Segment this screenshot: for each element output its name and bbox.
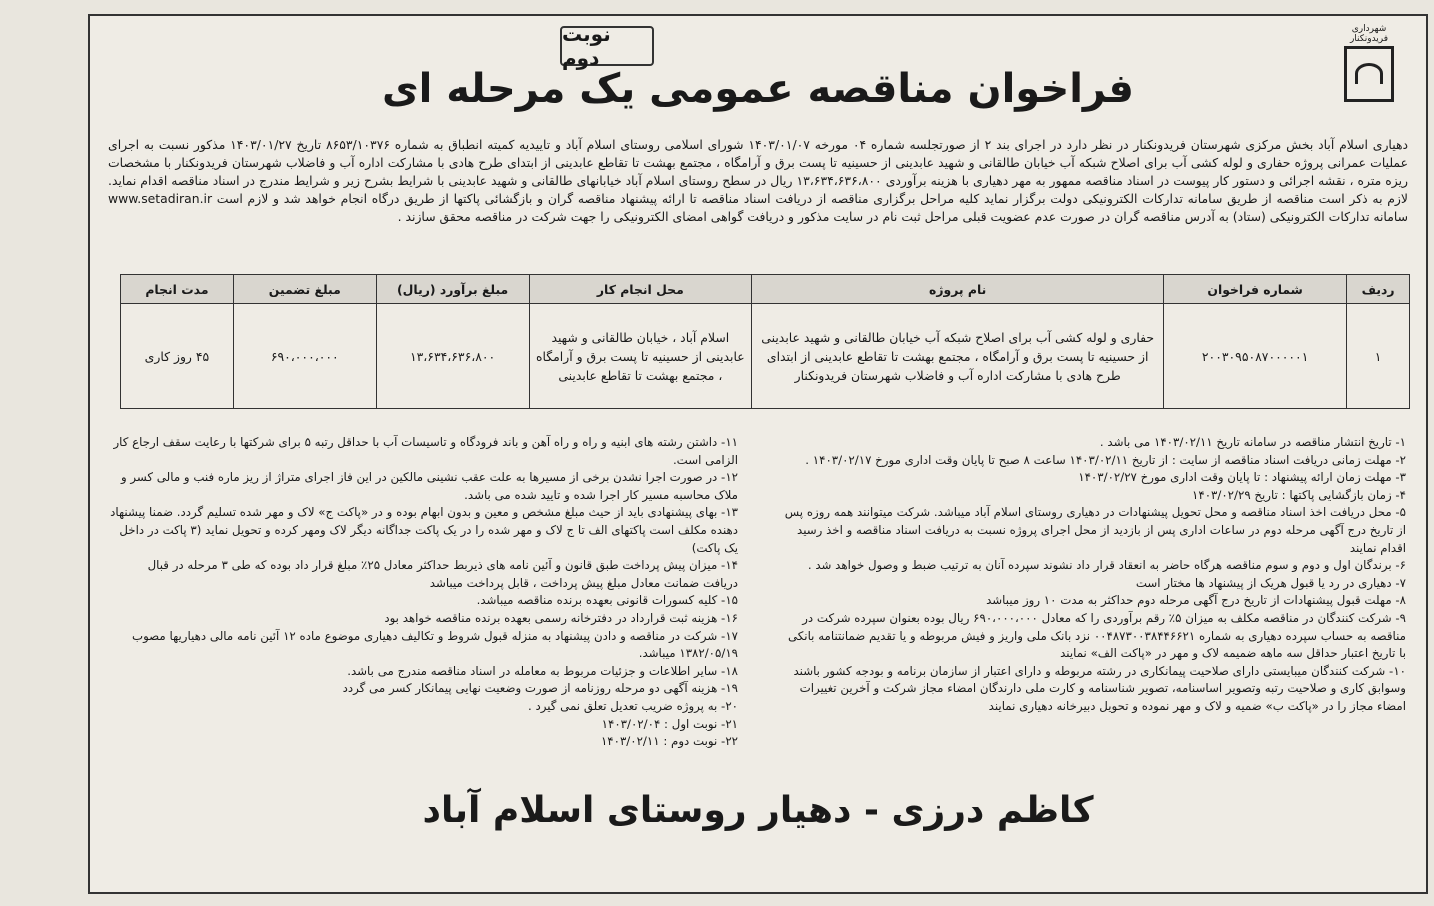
header-project-name: نام پروژه bbox=[752, 275, 1164, 304]
condition-item: ۳- مهلت زمان ارائه پیشنهاد : تا پایان وقت اداری مورخ ۱۴۰۳/۰۲/۲۷ bbox=[1078, 470, 1406, 485]
header-duration: مدت انجام bbox=[121, 275, 234, 304]
signature-line: کاظم درزی - دهیار روستای اسلام آباد bbox=[422, 790, 1094, 831]
condition-item: ۲۲- نوبت دوم : ۱۴۰۳/۰۲/۱۱ bbox=[600, 734, 738, 749]
condition-item: ۲- مهلت زمانی دریافت اسناد مناقصه از سایت : از تاریخ ۱۴۰۳/۰۲/۱۱ ساعت ۸ صبح تا پایان وقت اداری مورخ ۱۴۰۳/۰۲/۱۷ . bbox=[805, 452, 1406, 467]
cell-row-number: ۱ bbox=[1347, 304, 1410, 409]
cell-tender-number: ۲۰۰۳۰۹۵۰۸۷۰۰۰۰۰۱ bbox=[1164, 304, 1347, 409]
condition-item: ۱۹- هزینه آگهی دو مرحله روزنامه از صورت وضعیت نهایی پیمانکار کسر می گردد bbox=[342, 681, 738, 696]
conditions-left-column bbox=[110, 434, 738, 794]
condition-item: ۱۶- هزینه ثبت قرارداد در دفترخانه رسمی بعهده برنده مناقصه خواهد بود bbox=[384, 610, 738, 625]
round-badge: نوبت دوم bbox=[560, 26, 654, 66]
cell-guarantee: ۶۹۰،۰۰۰،۰۰۰ bbox=[233, 304, 376, 409]
condition-item: ۵- محل دریافت اخذ اسناد مناقصه و محل تحویل پیشنهادات در دهیاری روستای اسلام آباد میباشد. شرکت میتوانند همه روزه پس از تاریخ درج آگهی مرحله دوم در ساعات اداری پس از بازدید از محل اجرای پروژه نسبت به دریافت اسناد مناقصه و اخذ رسید اقدام نمایند bbox=[784, 505, 1406, 555]
condition-item: ۷- دهیاری در رد یا قبول هریک از پیشنهاد ها مختار است bbox=[1135, 575, 1406, 590]
condition-item: ۱۳- بهای پیشنهادی باید از حیث مبلغ مشخص و معین و بدون ابهام بوده و در «پاکت ج» لاک و مهر شده تسلیم گردد. ضمنا پیشنهاد دهنده مکلف است پاکتهای الف تا ج لاک و مهر شده را در یک پاکت جداگانه دیگر لاک ومهر کرده و تحویل نماید (۳ پاکت در داخل یک پاکت) bbox=[110, 505, 738, 555]
cell-estimate: ۱۳،۶۳۴،۶۳۶،۸۰۰ bbox=[376, 304, 529, 409]
notice-title: فراخوان مناقصه عمومی یک مرحله ای bbox=[381, 66, 1134, 112]
table-row bbox=[121, 304, 1410, 409]
condition-item: ۱۴- میزان پیش پرداخت طبق قانون و آئین نامه های ذیربط حداکثر معادل ۲۵٪ مبلغ قرار داد بوده که طی ۳ مرحله در قبال دریافت ضمانت معادل مبلغ پیش پرداخت ، قابل پرداخت میباشد bbox=[147, 558, 738, 590]
condition-item: ۴- زمان بازگشایی پاکتها : تاریخ ۱۴۰۳/۰۲/۲۹ bbox=[1192, 487, 1406, 502]
header-row-number: ردیف bbox=[1347, 275, 1410, 304]
logo-text: شهرداری فریدونکنار bbox=[1349, 24, 1389, 44]
condition-item: ۲۱- نوبت اول : ۱۴۰۳/۰۲/۰۴ bbox=[601, 716, 738, 731]
condition-item: ۱۱- داشتن رشته های ابنیه و راه و راه آهن و باند فرودگاه و تاسیسات آب با حداقل رتبه ۵ برای شرکتها با رعایت سقف ارجاع کار الزامی است. bbox=[113, 435, 738, 467]
header-tender-number: شماره فراخوان bbox=[1164, 275, 1347, 304]
tender-notice bbox=[88, 14, 1428, 894]
condition-item: ۱۸- سایر اطلاعات و جزئیات مربوط به معامله در اسناد مناقصه مندرج می باشد. bbox=[347, 663, 738, 678]
header-guarantee: مبلغ تضمین bbox=[233, 275, 376, 304]
condition-item: ۱۷- شرکت در مناقصه و دادن پیشنهاد به منزله قبول شروط و تکالیف دهیاری موضوع ماده ۱۲ آئین نامه مالی دهیاریها مصوب ۱۳۸۲/۰۵/۱۹ میباشد. bbox=[131, 628, 738, 661]
condition-item: ۱۲- در صورت اجرا نشدن برخی از مسیرها به علت عقب نشینی مالکین در این فاز اجرای متراژ از ریز ماره فنب و مالی کسر و ملاک محاسبه مسیر کار اجرا شده و تایید شده می باشد. bbox=[120, 470, 738, 502]
condition-item: ۲۰- به پروژه ضریب تعدیل تعلق نمی گیرد . bbox=[527, 698, 738, 713]
condition-item: ۱۰- شرکت کنندگان میبایستی دارای صلاحیت پیمانکاری در رشته مربوطه و دارای اعتبار از سازمان برنامه و بودجه کشور باشند وسوابق کاری و صلاحیت رتبه وتصویر اساسنامه، تصویر شناسنامه و کارت ملی دارندگان امضاء مجاز شرکت و آخرین تغییرات امضاء مجاز را در «پاکت ب» ضمیه و لاک و مهر نموده و تحویل دبیرخانه دهیاری نمایند bbox=[793, 663, 1406, 713]
header-estimate: مبلغ برآورد (ریال) bbox=[376, 275, 529, 304]
cell-project-name: حفاری و لوله کشی آب برای اصلاح شبکه آب خیابان طالقانی و شهید عابدینی از حسینیه تا پست برق و آرامگاه ، مجتمع بهشت تا تقاطع عابدینی از ابتدای طرح هادی با مشارکت اداره آب و فاضلاب شهرستان فریدونکنار bbox=[752, 304, 1164, 409]
conditions bbox=[110, 434, 1406, 794]
condition-item: ۹- شرکت کنندگان در مناقصه مکلف به میزان ۵٪ رقم برآوردی را که معادل ۶۹۰،۰۰۰،۰۰۰ ریال بوده بعنوان سپرده شرکت در مناقصه به حساب سپرده دهیاری به شماره ۰۰۴۸۷۳۰۰۳۸۴۴۶۶۲۱ نزد بانک ملی واریز و فیش مربوطه و یا تقدیم ضمانتنامه بانکی با تاریخ اعتبار حداقل سه ماهه ضمیمه لاک و مهر در «پاکت الف» نمایند bbox=[787, 610, 1406, 661]
condition-item: ۱۵- کلیه کسورات قانونی بعهده برنده مناقصه میباشد. bbox=[476, 593, 738, 608]
conditions-right-column bbox=[778, 434, 1406, 794]
tender-table bbox=[120, 274, 1410, 409]
cell-duration: ۴۵ روز کاری bbox=[121, 304, 234, 409]
condition-item: ۶- برندگان اول و دوم و سوم مناقصه هرگاه حاضر به انعقاد قرار داد نشوند سپرده آنان به ترتیب ضبط و وصول خواهد شد . bbox=[807, 558, 1406, 573]
condition-item: ۱- تاریخ انتشار مناقصه در سامانه تاریخ ۱۴۰۳/۰۲/۱۱ می باشد . bbox=[1099, 435, 1406, 449]
header-location: محل انجام کار bbox=[529, 275, 752, 304]
cell-location: اسلام آباد ، خیابان طالقانی و شهید عابدینی از حسینیه تا پست برق و آرامگاه ، مجتمع بهشت تا تقاطع عابدینی bbox=[529, 304, 752, 409]
condition-item: ۸- مهلت قبول پیشنهادات از تاریخ درج آگهی مرحله دوم حداکثر به مدت ۱۰ روز میباشد bbox=[986, 593, 1406, 608]
intro-paragraph: دهیاری اسلام آباد بخش مرکزی شهرستان فریدونکنار در نظر دارد در اجرای بند ۲ از صورتجلسه شماره ۰۴ مورخه ۱۴۰۳/۰۱/۰۷ شورای اسلامی روستای اسلام آباد و تاییدیه کمیته انطباق به شماره ۸۶۵۳/۱۰۳۷۶ تاریخ ۱۴۰۳/۰۱/۲۷ مذکور نسبت به اجرای عملیات عمرانی پروژه حفاری و لوله کشی آب برای اصلاح شبکه آب خیابان طالقانی و شهید عابدینی از حسینیه تا پست برق و آرامگاه ، مجتمع بهشت تا تقاطع عابدینی از ابتدای طرح هادی با مشارکت اداره آب و فاضلاب شهرستان فریدونکنار با مشخصات ریزه متره ، نقشه اجرائی و دستور کار پیوست در اسناد مناقصه ممهور به مهر دهیاری با هزینه برآوردی ۱۳،۶۳۴،۶۳۶،۸۰۰ ریال در سطح روستای اسلام آباد خیابانهای طالقانی و شهید عابدینی با شرایط بشرح زیر و شرایط مندرج در اسناد مناقصه اقدام نماید. لازم به ذکر است مناقصه از طریق سامانه تدارکات الکترونیکی دولت برگزار نماید کلیه مراحل برگزاری مناقصه از دریافت اسناد مناقصه تا ارائه پیشنهاد مناقصه گران و بازگشائی پاکتها از طریق درگاه انجام خواهد شد و لازم است www.setadiran.ir سامانه تدارکات الکترونیکی (ستاد) به آدرس مناقصه گران در صورت عدم عضویت قبلی مراحل ثبت نام در سایت مذکور و دریافت گواهی امضای الکترونیکی را جهت شرکت در مناقصه محقق سازند . bbox=[108, 137, 1409, 224]
table-header-row bbox=[121, 275, 1410, 304]
